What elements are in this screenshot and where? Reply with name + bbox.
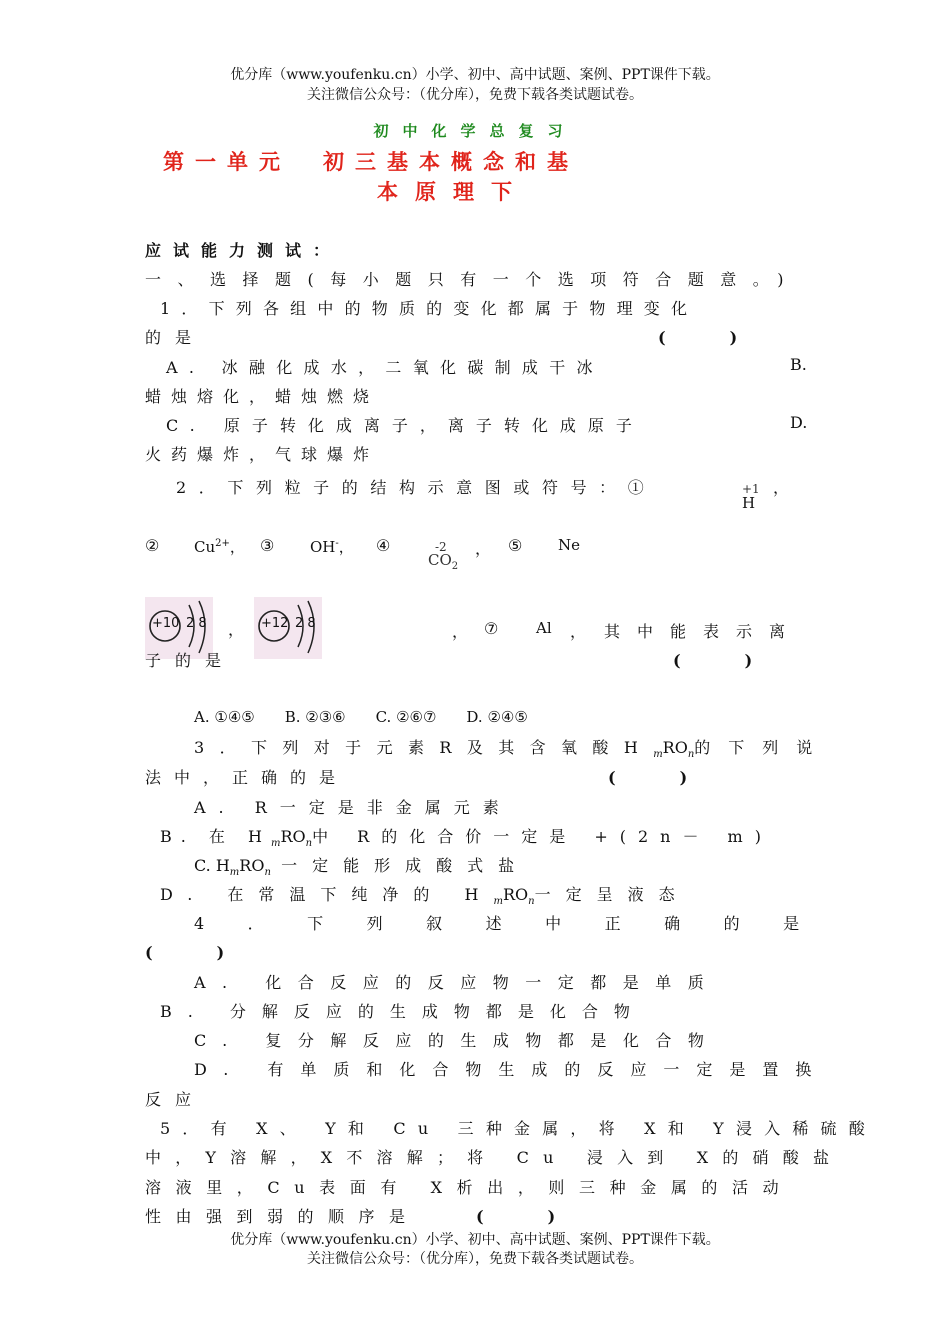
header-line-1: 优分库（www.youfenku.cn）小学、初中、高中试题、案例、PPT课件下载。 (230, 67, 720, 83)
q2-tail: 其中能表示离 (604, 622, 803, 641)
q1-option-b-mark: B. (790, 355, 807, 374)
q2-al: Al (536, 619, 552, 637)
q1-option-b: 蜡烛熔化，蜡烛燃烧 (145, 387, 380, 406)
header-line-2: 关注微信公众号：（优分库），免费下载各类试题试卷。 (307, 87, 643, 103)
q1-option-d-mark: D. (790, 413, 808, 432)
section-heading: 应试能力测试： (145, 241, 342, 260)
q2-answer-paren: ( ) (673, 651, 753, 670)
atom-2-shells: 2 8 (295, 616, 316, 631)
q2-tail-cont: 子的是 (145, 651, 236, 670)
footer-line-1: 优分库（www.youfenku.cn）小学、初中、高中试题、案例、PPT课件下载。 (230, 1232, 720, 1248)
atom-1-nucleus: +10 (152, 616, 180, 631)
q4-option-d-cont: 反应 (145, 1090, 206, 1109)
q2-num-3: ③ (260, 536, 275, 555)
subtitle: 初中化学总复习 (373, 122, 577, 140)
q2-stem: 2．下列粒子的结构示意图或符号：① (176, 478, 657, 497)
q4-option-c: C. 复分解反应的生成物都是化合物 (194, 1031, 721, 1050)
q3-option-d: D. 在常温下纯净的 $H_mRO_n$一定呈液态 (160, 885, 690, 908)
q2-num-2: ② (145, 536, 160, 555)
q5-answer-paren: ( ) (476, 1207, 556, 1226)
q4-stem: 4．下列叙述中正确的是 (194, 914, 843, 933)
q4-option-a: A. 化合反应的反应物一定都是单质 (194, 973, 721, 992)
q2-comma-5: ， (570, 622, 587, 641)
part-heading: 一、选择题(每小题只有一个选项符合题意。) (145, 270, 800, 289)
q2-co2-charge: -2 (435, 540, 447, 554)
q5-line-2: 中，Y溶解，X不溶解；将 Cu 浸入到 X的硝酸盐 (145, 1148, 844, 1167)
q2-num-4: ④ (376, 536, 391, 555)
q4-answer-paren: ( ) (145, 943, 225, 962)
atom-structure-diagram-2 (254, 597, 322, 659)
q1-stem: 1．下列各组中的物质的变化都属于物理变化 (160, 299, 699, 318)
q5-line-4: 性由强到弱的顺序是 (145, 1207, 420, 1226)
q2-comma-2: ， (475, 539, 492, 558)
q2-num-7: ⑦ (484, 619, 499, 638)
q2-options: A. ①④⑤ B. ②③⑥ C. ②⑥⑦ D. ②④⑤ (194, 708, 528, 726)
q4-option-d: D. 有单质和化合物生成的反应一定是置换 (194, 1060, 829, 1079)
main-title-line-2: 本原理下 (377, 179, 529, 204)
q2-co2: $CO_2$ (428, 551, 459, 572)
atom-2-nucleus: +12 (261, 616, 289, 631)
q1-option-a: A. 冰融化成水，二氧化碳制成干冰 (166, 358, 604, 377)
q3-option-a: A. R一定是非金属元素 (194, 798, 512, 817)
footer-line-2: 关注微信公众号：（优分库），免费下载各类试题试卷。 (307, 1251, 643, 1267)
q2-h-charge: +1 (742, 482, 760, 496)
q2-oh: OH-， (310, 538, 354, 556)
main-title-line-1: 第一单元 初三基本概念和基 (163, 149, 579, 174)
q2-comma-4: ， (452, 622, 469, 641)
q2-num-5: ⑤ (508, 536, 523, 555)
q2-ne: Ne (558, 536, 581, 554)
q3-stem-cont: 法中，正确的是 (145, 768, 349, 787)
q1-option-c: C. 原子转化成离子，离子转化成原子 (166, 416, 644, 435)
q1-stem-cont: 的是 (145, 328, 206, 347)
q3-option-c: C. $H_mRO_n$ 一定能形成酸式盐 (194, 856, 530, 879)
q2-h-symbol: H (742, 494, 756, 512)
q1-answer-paren: ( ) (658, 328, 738, 347)
q2-cu: $Cu^{2+}$， (194, 538, 245, 556)
q4-option-b: B. 分解反应的生成物都是化合物 (160, 1002, 646, 1021)
q5-line-3: 溶液里，Cu表面有 X析出，则三种金属的活动 (145, 1178, 794, 1197)
atom-1-shells: 2 8 (186, 616, 207, 631)
q2-comma: ， (773, 478, 790, 497)
q3-stem: 3．下列对于元素R及其含氧酸$H_mRO_n$的下列说 (194, 738, 831, 761)
q5-line-1: 5．有 X、 Y和 Cu 三种金属，将 X和 Y浸入稀硫酸 (160, 1119, 877, 1138)
q2-comma-3: ， (228, 620, 245, 639)
q3-option-b: B. 在 $H_mRO_n$中 R的化合价一定是 +(2n－ m) (160, 827, 773, 850)
q1-option-d: 火药爆炸，气球爆炸 (145, 445, 380, 464)
q3-answer-paren: ( ) (608, 768, 688, 787)
